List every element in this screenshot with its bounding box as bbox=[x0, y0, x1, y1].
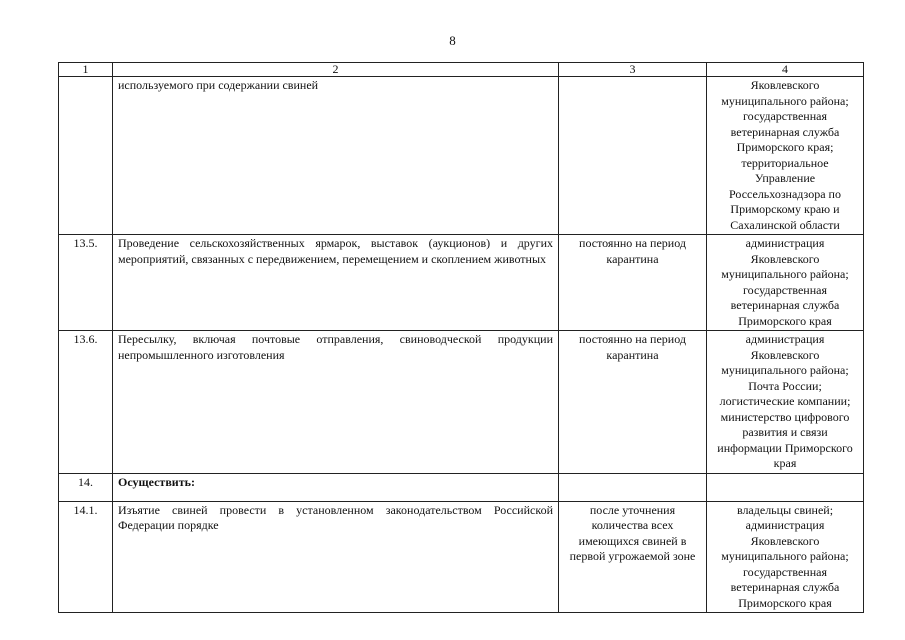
header-row bbox=[59, 63, 864, 77]
row-responsible: администрация Яковлевского муниципального района; Почта России; логистические компании; министерство цифрового развития и связи информации Приморского края bbox=[707, 331, 864, 474]
table-row bbox=[59, 331, 864, 474]
section-title: Осуществить: bbox=[118, 474, 195, 489]
row-responsible: владельцы свиней; администрация Яковлевского муниципального района; государственная ветеринарная служба Приморского края bbox=[707, 501, 864, 613]
measures-table bbox=[58, 62, 864, 613]
table-row bbox=[59, 501, 864, 613]
row-deadline: после уточнения количества всех имеющихся свиней в первой угрожаемой зоне bbox=[559, 501, 707, 613]
table-row bbox=[59, 473, 864, 501]
row-action: Изъятие свиней провести в установленном законодательством Российской Федерации порядке bbox=[113, 501, 559, 613]
row-responsible bbox=[707, 473, 864, 501]
row-number bbox=[59, 77, 113, 235]
row-action: используемого при содержании свиней bbox=[113, 77, 559, 235]
row-deadline bbox=[559, 473, 707, 501]
row-number: 13.5. bbox=[59, 235, 113, 331]
table-row bbox=[59, 77, 864, 235]
header-cell-1: 1 bbox=[59, 63, 113, 77]
row-deadline: постоянно на период карантина bbox=[559, 331, 707, 474]
header-cell-2: 2 bbox=[113, 63, 559, 77]
row-number: 14. bbox=[59, 473, 113, 501]
row-responsible: Яковлевского муниципального района; государственная ветеринарная служба Приморского края; территориальное Управление Россельхознадзора по Приморскому краю и Сахалинской области bbox=[707, 77, 864, 235]
row-deadline: постоянно на период карантина bbox=[559, 235, 707, 331]
row-number: 14.1. bbox=[59, 501, 113, 613]
header-cell-3: 3 bbox=[559, 63, 707, 77]
row-action: Проведение сельскохозяйственных ярмарок, выставок (аукционов) и других мероприятий, связанных с передвижением, перемещением и скоплением животных bbox=[113, 235, 559, 331]
row-number: 13.6. bbox=[59, 331, 113, 474]
page-number: 8 bbox=[449, 33, 456, 48]
row-action: Пересылку, включая почтовые отправления, свиноводческой продукции непромышленного изготовления bbox=[113, 331, 559, 474]
row-action bbox=[113, 473, 559, 501]
header-cell-4: 4 bbox=[707, 63, 864, 77]
row-deadline bbox=[559, 77, 707, 235]
row-responsible: администрация Яковлевского муниципального района; государственная ветеринарная служба Приморского края bbox=[707, 235, 864, 331]
table-row bbox=[59, 235, 864, 331]
